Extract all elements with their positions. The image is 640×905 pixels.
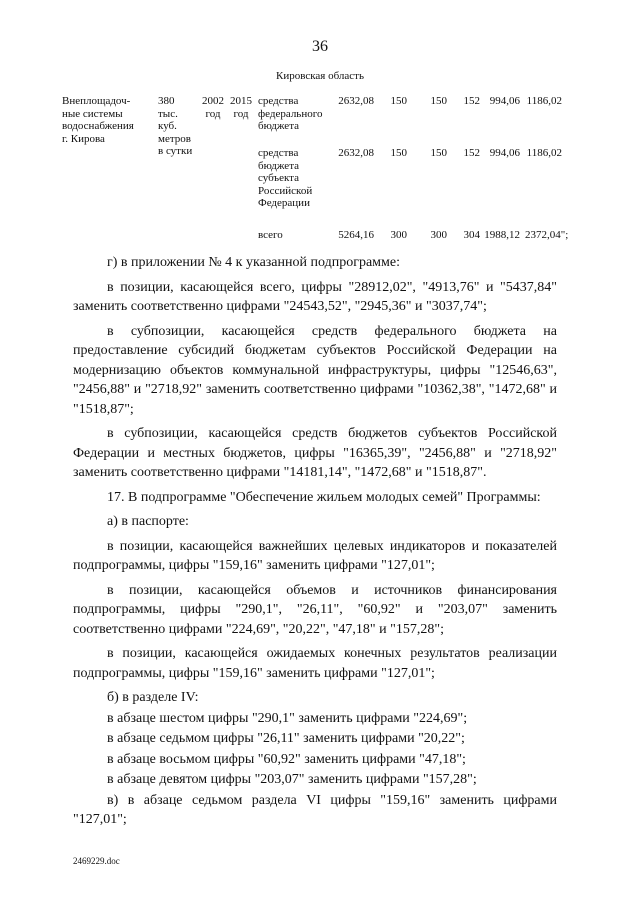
document-body xyxy=(73,253,557,835)
paragraph: г) в приложении № 4 к указанной подпрограмме: xyxy=(107,255,400,270)
table-cell-capacity: 380 тыс. куб. метров в сутки xyxy=(158,95,193,157)
region-heading: Кировская область xyxy=(275,70,364,82)
paragraph: в абзаце восьмом цифры "60,92" заменить цифрами "47,18"; xyxy=(107,751,466,767)
table-cell-year-start: 2002 год xyxy=(202,95,224,120)
page-number: 36 xyxy=(312,38,328,55)
table-cell-value: 150 xyxy=(430,147,447,159)
paragraph: б) в разделе IV: xyxy=(107,690,199,705)
table-cell-value: 994,06 xyxy=(489,147,520,159)
table-cell-value: 150 xyxy=(390,95,407,107)
table-cell-value: 2632,08 xyxy=(338,95,374,107)
paragraph: в позиции, касающейся объемов и источников финансирования подпрограммы, цифры "290,1", "26,11", "60,92" и "203,07" заменить соответственно цифрами "224,69", "20,22", "47,18" и "157,28"; xyxy=(73,582,557,637)
paragraph: в) в абзаце седьмом раздела VI цифры "159,16" заменить цифрами "127,01"; xyxy=(73,792,557,827)
table-cell-value: 152 xyxy=(463,95,480,107)
table-cell-value: 1988,12 xyxy=(484,229,520,241)
table-cell-value: 1186,02 xyxy=(526,147,562,159)
table-cell-value: 2372,04"; xyxy=(525,229,569,241)
table-cell-value: 304 xyxy=(463,229,480,241)
table-cell-value: 2632,08 xyxy=(338,147,374,159)
table-cell-year-end: 2015 год xyxy=(230,95,252,120)
paragraph: а) в паспорте: xyxy=(107,514,189,529)
paragraph: в абзаце девятом цифры "203,07" заменить цифрами "157,28"; xyxy=(107,772,477,787)
table-cell-source-federal: средства федерального бюджета xyxy=(258,95,323,132)
table-cell-value: 5264,16 xyxy=(338,229,374,241)
table-cell-value: 300 xyxy=(390,229,407,241)
paragraph: в субпозиции, касающейся средств бюджетов субъектов Российской Федерации и местных бюджетов, цифры "16365,39", "2456,88" и "2718,92" заменить соответственно цифрами "14181,14", "1472,68" и "1518,87". xyxy=(73,426,557,480)
paragraph: в субпозиции, касающейся средств федерального бюджета на предоставление субсидий бюджетам субъектов Российской Федерации на модернизацию объектов коммунальной инфраструктуры, цифры "12546,63", "2456,88" и "2718,92" заменить соответственно цифрами "10362,38", "1472,68" и "1518,87"; xyxy=(73,323,557,417)
paragraph: в позиции, касающейся ожидаемых конечных результатов реализации подпрограммы, цифры "159,16" заменить цифрами "127,01"; xyxy=(73,646,557,681)
paragraph: в абзаце седьмом цифры "26,11" заменить цифрами "20,22"; xyxy=(107,731,465,746)
paragraph: 17. В подпрограмме "Обеспечение жильем молодых семей" Программы: xyxy=(107,489,541,505)
table-cell-project: Внеплощадоч- ные системы водоснабжения г. Кирова xyxy=(62,95,134,145)
table-cell-value: 994,06 xyxy=(489,95,520,107)
table-cell-value: 1186,02 xyxy=(526,95,562,107)
table-cell-value: 150 xyxy=(430,95,447,107)
table-cell-value: 150 xyxy=(390,147,407,159)
table-cell-source-regional: средства бюджета субъекта Российской Федерации xyxy=(258,147,313,209)
paragraph: в позиции, касающейся всего, цифры "28912,02", "4913,76" и "5437,84" заменить соответственно цифрами "24543,52", "2945,36" и "3037,74"; xyxy=(73,279,557,314)
table-cell-value: 152 xyxy=(463,147,480,159)
table-cell-source-total: всего xyxy=(258,229,283,241)
table-cell-value: 300 xyxy=(430,229,447,241)
file-name-footer: 2469229.doc xyxy=(73,856,120,866)
paragraph: в позиции, касающейся важнейших целевых индикаторов и показателей подпрограммы, цифры "159,16" заменить цифрами "127,01"; xyxy=(73,538,557,573)
paragraph: в абзаце шестом цифры "290,1" заменить цифрами "224,69"; xyxy=(107,710,468,726)
